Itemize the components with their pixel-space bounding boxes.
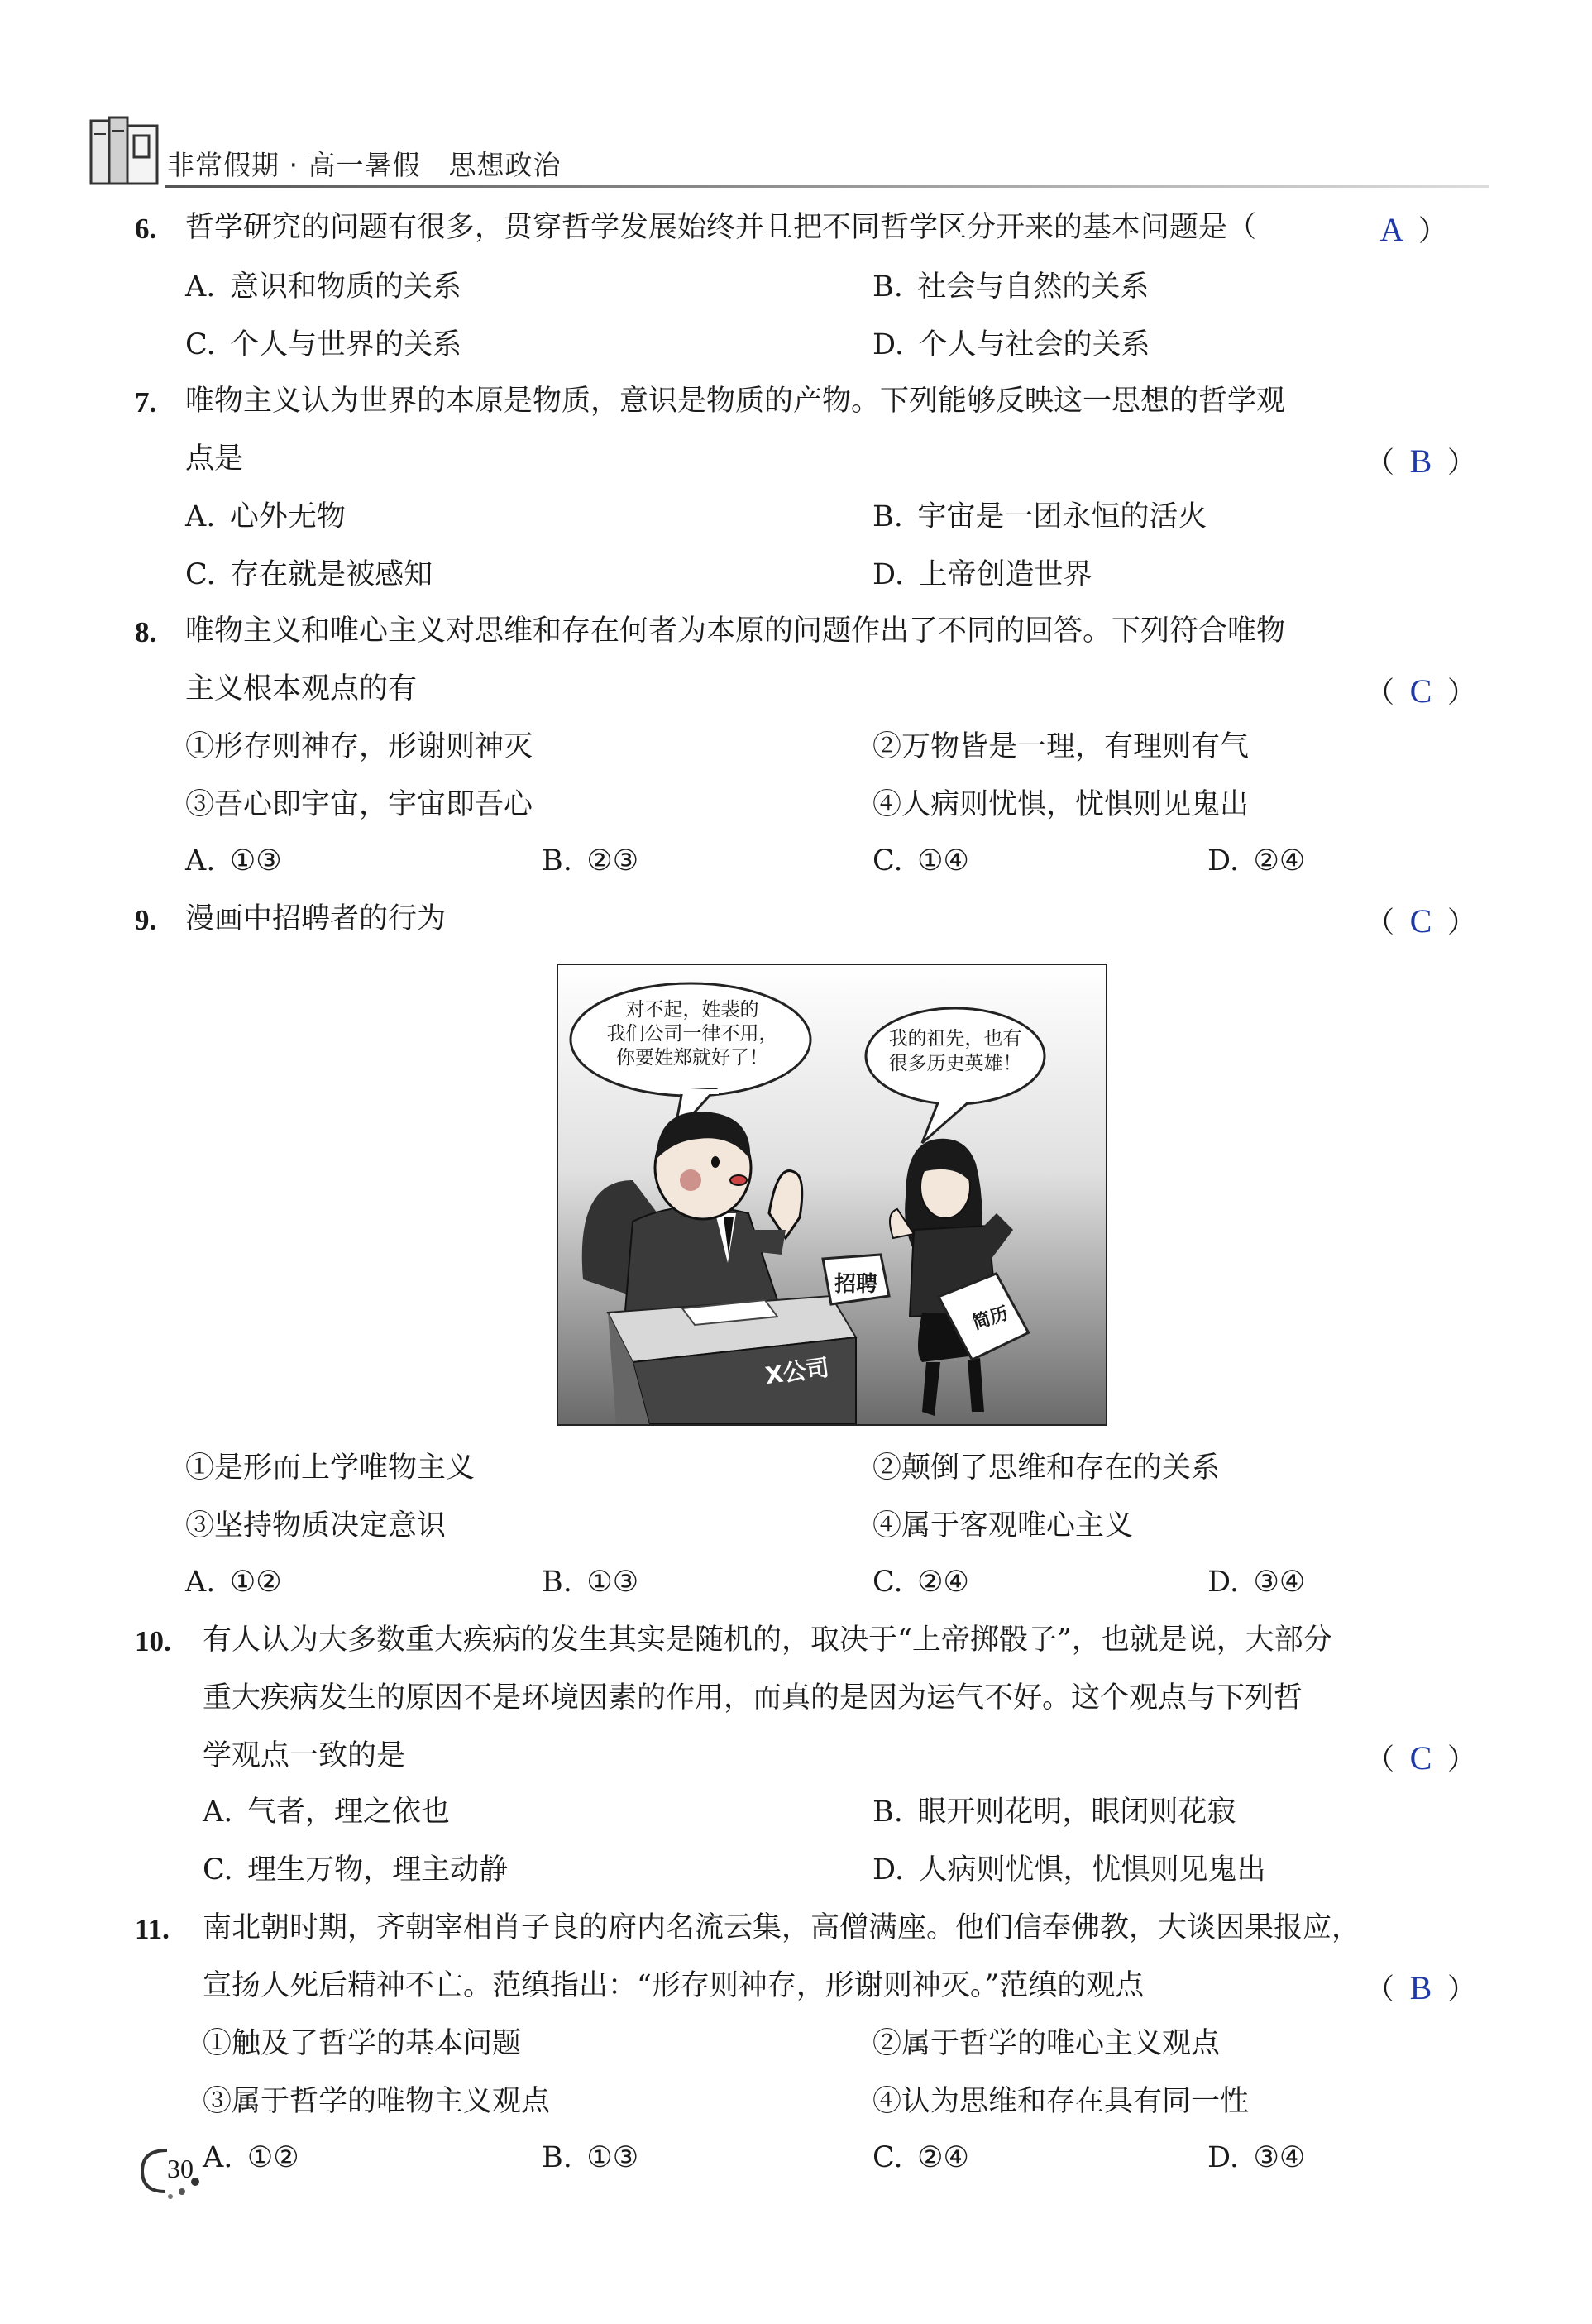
option-c: C. ①④ bbox=[872, 844, 969, 877]
statement-3: ③坚持物质决定意识 bbox=[185, 1509, 447, 1542]
option-b: B. 宇宙是一团永恒的活火 bbox=[872, 500, 1207, 533]
statement-4: ④属于客观唯心主义 bbox=[872, 1509, 1134, 1542]
statement-3: ③吾心即宇宙，宇宙即吾心 bbox=[185, 788, 533, 821]
option-b: B. 眼开则花明，眼闭则花寂 bbox=[872, 1796, 1236, 1829]
question-number: 6. bbox=[135, 213, 157, 245]
statement-2: ②颠倒了思维和存在的关系 bbox=[872, 1451, 1221, 1485]
answer-blank: （ B ） bbox=[1365, 442, 1477, 480]
option-a: A. ①② bbox=[185, 1566, 282, 1599]
resume-label: 简历 bbox=[969, 1303, 1011, 1335]
option-b: B. 社会与自然的关系 bbox=[872, 270, 1150, 304]
question-number: 7. bbox=[135, 386, 157, 418]
option-a: A. ①③ bbox=[185, 844, 282, 877]
option-d: D. 上帝创造世界 bbox=[872, 558, 1092, 591]
answer-letter: B bbox=[1409, 442, 1432, 480]
question-stem-cont: 宣扬人死后精神不亡。范缜指出：“形存则神存，形谢则神灭。”范缜的观点 bbox=[203, 1969, 1145, 2002]
option-b: B. ①③ bbox=[542, 1566, 639, 1599]
option-c: C. 个人与世界的关系 bbox=[185, 328, 462, 361]
header-title: 非常假期 · 高一暑假 思想政治 bbox=[167, 149, 562, 181]
question-stem: 唯物主义认为世界的本原是物质，意识是物质的产物。下列能够反映这一思想的哲学观 bbox=[185, 385, 1286, 418]
option-a: A. 气者，理之依也 bbox=[203, 1796, 450, 1829]
statement-4: ④人病则忧惧，忧惧则见鬼出 bbox=[872, 788, 1250, 821]
statement-3: ③属于哲学的唯物主义观点 bbox=[203, 2085, 551, 2118]
answer-blank: （ C ） bbox=[1365, 1739, 1477, 1776]
option-d: D. ③④ bbox=[1207, 2141, 1306, 2174]
option-a: A. 意识和物质的关系 bbox=[185, 270, 461, 304]
statement-4: ④认为思维和存在具有同一性 bbox=[872, 2085, 1250, 2118]
option-d: D. 人病则忧惧，忧惧则见鬼出 bbox=[872, 1853, 1266, 1886]
speech-bubble-recruiter: 对不起，姓裴的 我们公司一律不用， 你要姓郑就好了！ bbox=[606, 999, 778, 1069]
book-stack-icon bbox=[88, 114, 167, 190]
page-header bbox=[83, 106, 1555, 189]
desk-front-label: X公司 bbox=[763, 1353, 831, 1390]
option-c: C. ②④ bbox=[872, 1566, 969, 1599]
statement-1: ①形存则神存，形谢则神灭 bbox=[185, 730, 533, 763]
question-stem-cont: 主义根本观点的有 bbox=[185, 672, 418, 705]
option-d: D. ②④ bbox=[1207, 844, 1306, 877]
speech-bubble-applicant: 我的祖先，也有 很多历史英雄！ bbox=[888, 1028, 1022, 1074]
header-divider bbox=[165, 185, 1489, 188]
statement-1: ①触及了哲学的基本问题 bbox=[203, 2027, 522, 2060]
option-d: D. ③④ bbox=[1207, 1566, 1306, 1599]
answer-blank: A ） bbox=[1365, 208, 1447, 250]
answer-letter: C bbox=[1409, 1739, 1432, 1776]
question-stem: 唯物主义和唯心主义对思维和存在何者为本原的问题作出了不同的回答。下列符合唯物 bbox=[185, 614, 1286, 648]
question-number: 9. bbox=[135, 904, 157, 936]
answer-letter: B bbox=[1409, 1969, 1432, 2006]
answer-letter: A bbox=[1379, 211, 1404, 248]
question-number: 8. bbox=[135, 616, 157, 648]
option-d: D. 个人与社会的关系 bbox=[872, 328, 1150, 361]
answer-blank: （ C ） bbox=[1365, 672, 1477, 710]
question-stem-cont: 重大疾病发生的原因不是环境因素的作用，而真的是因为运气不好。这个观点与下列哲 bbox=[203, 1681, 1303, 1714]
question-stem: 漫画中招聘者的行为 bbox=[185, 902, 447, 935]
question-stem-cont: 点是 bbox=[185, 442, 244, 476]
answer-blank: （ C ） bbox=[1365, 902, 1477, 940]
statement-2: ②万物皆是一理，有理则有气 bbox=[872, 730, 1250, 763]
option-c: C. 存在就是被感知 bbox=[185, 558, 433, 591]
option-b: B. ②③ bbox=[542, 844, 639, 877]
question-stem: 哲学研究的问题有很多，贯穿哲学发展始终并且把不同哲学区分开来的基本问题是（ bbox=[185, 211, 1257, 244]
option-a: A. 心外无物 bbox=[185, 500, 346, 533]
answer-blank: （ B ） bbox=[1365, 1969, 1477, 2006]
option-c: C. 理生万物，理主动静 bbox=[203, 1853, 509, 1886]
page-number bbox=[134, 2142, 200, 2200]
question-stem: 南北朝时期，齐朝宰相肖子良的府内名流云集，高僧满座。他们信奉佛教，大谈因果报应， bbox=[203, 1911, 1361, 1944]
question-number: 11. bbox=[135, 1913, 170, 1945]
cartoon-image bbox=[557, 964, 1107, 1426]
option-a: A. ①② bbox=[203, 2141, 299, 2174]
desk-sign-label: 招聘 bbox=[834, 1272, 878, 1297]
statement-2: ②属于哲学的唯心主义观点 bbox=[872, 2027, 1221, 2060]
option-c: C. ②④ bbox=[872, 2141, 969, 2174]
question-stem: 有人认为大多数重大疾病的发生其实是随机的，取决于“上帝掷骰子”，也就是说，大部分 bbox=[203, 1623, 1332, 1657]
option-b: B. ①③ bbox=[542, 2141, 639, 2174]
answer-letter: C bbox=[1409, 902, 1432, 940]
question-stem-cont: 学观点一致的是 bbox=[203, 1739, 406, 1772]
page-number-text: 30 bbox=[167, 2154, 194, 2183]
answer-letter: C bbox=[1409, 672, 1432, 710]
question-number: 10. bbox=[135, 1625, 171, 1657]
statement-1: ①是形而上学唯物主义 bbox=[185, 1451, 476, 1485]
